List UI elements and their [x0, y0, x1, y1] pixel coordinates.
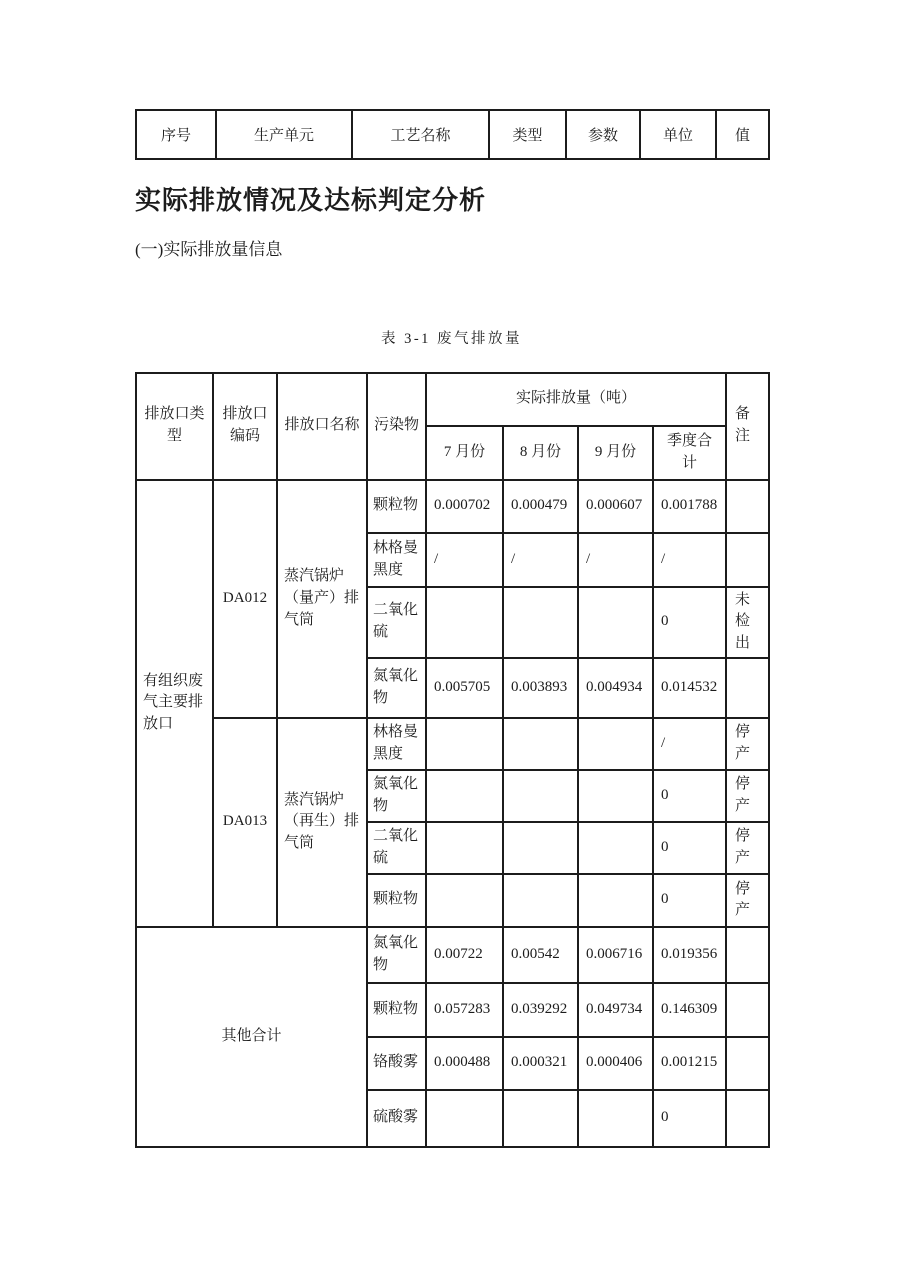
value-august: 0.003893: [503, 658, 578, 718]
value-september: [578, 874, 653, 927]
value-quarter-total: 0: [653, 587, 726, 658]
value-september: [578, 822, 653, 874]
outlet-name-cell: 蒸汽锅炉（再生）排气筒: [277, 718, 367, 927]
pollutant-cell: 林格曼黑度: [367, 533, 426, 587]
value-august: 0.00542: [503, 927, 578, 983]
header-outlet-type: 排放口类型: [136, 373, 213, 480]
value-august: [503, 770, 578, 822]
parameter-header-table: [135, 109, 770, 160]
value-july: 0.057283: [426, 983, 503, 1037]
document-page: [135, 0, 768, 1148]
value-july: [426, 1090, 503, 1147]
value-september: [578, 1090, 653, 1147]
value-quarter-total: 0.146309: [653, 983, 726, 1037]
header-month-september: 9 月份: [578, 426, 653, 480]
value-august: /: [503, 533, 578, 587]
header-pollutant: 污染物: [367, 373, 426, 480]
header-month-july: 7 月份: [426, 426, 503, 480]
value-september: [578, 770, 653, 822]
pollutant-cell: 氮氧化物: [367, 927, 426, 983]
value-quarter-total: 0: [653, 822, 726, 874]
value-july: [426, 822, 503, 874]
value-august: 0.000479: [503, 480, 578, 533]
pollutant-cell: 二氧化硫: [367, 587, 426, 658]
remark-cell: 停产: [726, 718, 769, 770]
value-august: [503, 822, 578, 874]
column-header-parameter: 参数: [566, 110, 640, 159]
table-row: [136, 110, 769, 159]
remark-cell: 未检出: [726, 587, 769, 658]
value-july: 0.000702: [426, 480, 503, 533]
column-header-measure: 单位: [640, 110, 716, 159]
value-september: [578, 718, 653, 770]
value-quarter-total: 0.001788: [653, 480, 726, 533]
remark-cell: [726, 480, 769, 533]
header-quarter-total: 季度合计: [653, 426, 726, 480]
other-total-cell: 其他合计: [136, 927, 367, 1147]
remark-cell: [726, 983, 769, 1037]
remark-cell: [726, 927, 769, 983]
value-july: /: [426, 533, 503, 587]
value-august: [503, 874, 578, 927]
value-august: 0.000321: [503, 1037, 578, 1090]
outlet-name-cell: 蒸汽锅炉（量产）排气筒: [277, 480, 367, 718]
outlet-code-cell: DA012: [213, 480, 277, 718]
remark-cell: 停产: [726, 822, 769, 874]
pollutant-cell: 颗粒物: [367, 983, 426, 1037]
pollutant-cell: 颗粒物: [367, 874, 426, 927]
value-september: 0.049734: [578, 983, 653, 1037]
value-september: 0.006716: [578, 927, 653, 983]
value-august: [503, 587, 578, 658]
column-header-value: 值: [716, 110, 769, 159]
pollutant-cell: 颗粒物: [367, 480, 426, 533]
header-outlet-code: 排放口编码: [213, 373, 277, 480]
column-header-type: 类型: [489, 110, 566, 159]
header-outlet-name: 排放口名称: [277, 373, 367, 480]
subsection-heading: (一)实际排放量信息: [135, 239, 283, 259]
value-quarter-total: /: [653, 718, 726, 770]
column-header-process: 工艺名称: [352, 110, 489, 159]
table-row: [136, 927, 769, 983]
value-september: [578, 587, 653, 658]
pollutant-cell: 氮氧化物: [367, 658, 426, 718]
value-quarter-total: /: [653, 533, 726, 587]
value-september: 0.000406: [578, 1037, 653, 1090]
value-july: [426, 587, 503, 658]
value-quarter-total: 0.014532: [653, 658, 726, 718]
table-header-row: [136, 373, 769, 426]
table-row: [136, 480, 769, 533]
table-row: [136, 718, 769, 770]
value-july: [426, 770, 503, 822]
value-quarter-total: 0: [653, 874, 726, 927]
table-caption: 表 3-1 废气排放量: [380, 330, 523, 347]
value-july: [426, 874, 503, 927]
pollutant-cell: 铬酸雾: [367, 1037, 426, 1090]
value-august: [503, 1090, 578, 1147]
value-september: 0.004934: [578, 658, 653, 718]
value-july: [426, 718, 503, 770]
section-heading: 实际排放情况及达标判定分析: [135, 186, 487, 215]
value-quarter-total: 0: [653, 770, 726, 822]
pollutant-cell: 氮氧化物: [367, 770, 426, 822]
value-july: 0.005705: [426, 658, 503, 718]
value-quarter-total: 0: [653, 1090, 726, 1147]
pollutant-cell: 林格曼黑度: [367, 718, 426, 770]
remark-cell: [726, 658, 769, 718]
value-quarter-total: 0.019356: [653, 927, 726, 983]
header-actual-emission: 实际排放量（吨）: [426, 373, 726, 426]
value-august: [503, 718, 578, 770]
header-remark: 备注: [726, 373, 769, 480]
value-september: /: [578, 533, 653, 587]
outlet-code-cell: DA013: [213, 718, 277, 927]
header-month-august: 8 月份: [503, 426, 578, 480]
value-august: 0.039292: [503, 983, 578, 1037]
pollutant-cell: 二氧化硫: [367, 822, 426, 874]
value-july: 0.000488: [426, 1037, 503, 1090]
emission-table: [135, 372, 770, 1148]
remark-cell: [726, 533, 769, 587]
remark-cell: 停产: [726, 770, 769, 822]
column-header-seq: 序号: [136, 110, 216, 159]
value-july: 0.00722: [426, 927, 503, 983]
remark-cell: [726, 1090, 769, 1147]
value-quarter-total: 0.001215: [653, 1037, 726, 1090]
outlet-type-cell: 有组织废气主要排放口: [136, 480, 213, 927]
remark-cell: 停产: [726, 874, 769, 927]
column-header-unit-name: 生产单元: [216, 110, 352, 159]
remark-cell: [726, 1037, 769, 1090]
pollutant-cell: 硫酸雾: [367, 1090, 426, 1147]
value-september: 0.000607: [578, 480, 653, 533]
